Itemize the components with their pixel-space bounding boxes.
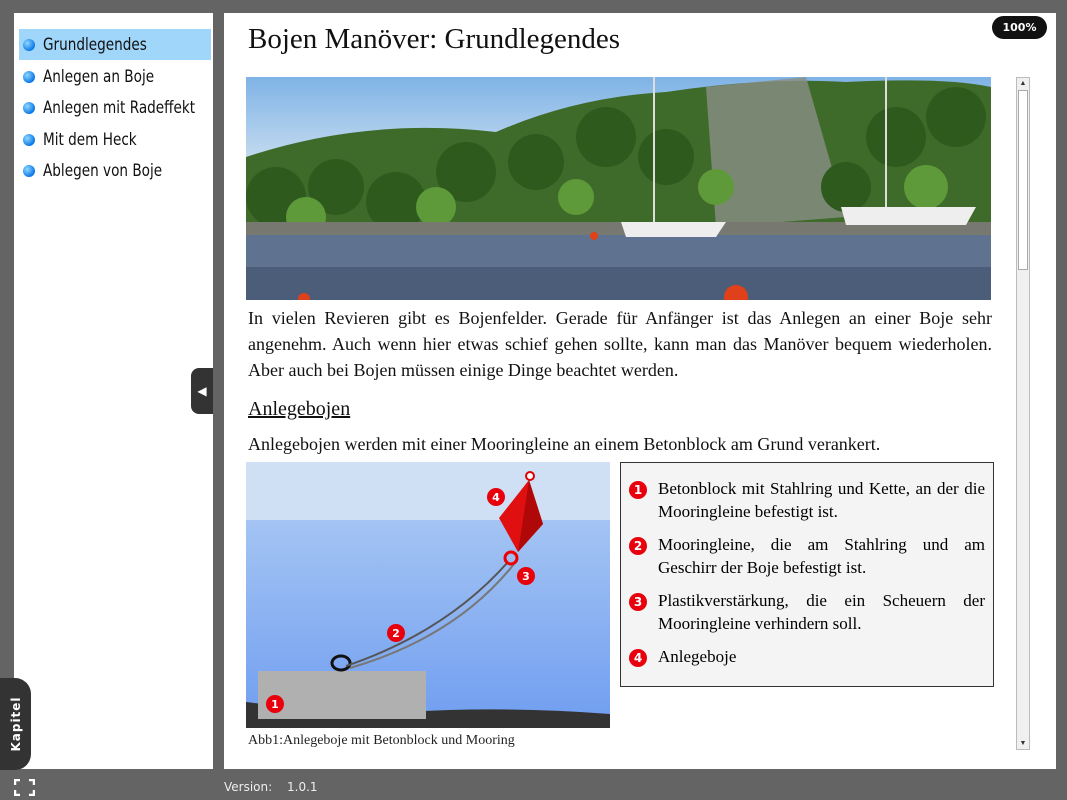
mooring-field-photo — [246, 77, 991, 300]
fullscreen-icon[interactable] — [14, 779, 35, 796]
kapitel-tab[interactable] — [0, 678, 31, 770]
legend-text: Mooringleine, die am Stahlring und am Geschirr der Boje befestigt ist. — [658, 535, 985, 577]
version-value: 1.0.1 — [287, 780, 318, 794]
legend-item — [629, 533, 985, 579]
section-heading: Anlegebojen — [248, 398, 351, 420]
legend-item — [629, 477, 985, 523]
scroll-down-icon[interactable]: ▼ — [1019, 739, 1027, 747]
bullet-icon — [23, 134, 35, 146]
collapse-sidebar-button[interactable] — [191, 368, 213, 414]
bullet-icon — [23, 102, 35, 114]
version-label: Version: — [224, 780, 273, 794]
sidebar-item-anlegen-an-boje[interactable]: Anlegen an Boje — [19, 61, 211, 92]
svg-text:1: 1 — [271, 698, 279, 711]
kapitel-label: Kapitel — [8, 696, 23, 752]
bullet-icon — [23, 71, 35, 83]
section-text: Anlegebojen werden mit einer Mooringleine an einem Betonblock am Grund verankert. — [248, 434, 881, 454]
sidebar-item-anlegen-mit-radeffekt[interactable]: Anlegen mit Radeffekt — [19, 92, 211, 123]
number-badge: 3 — [629, 593, 647, 611]
legend-item — [629, 645, 985, 668]
page-title: Bojen Manöver: Grundlegendes — [248, 23, 621, 55]
number-badge: 4 — [629, 649, 647, 667]
intro-paragraph: In vielen Revieren gibt es Bojenfelder. Gerade für Anfänger ist das Anlegen an einer Boje sehr angenehm. Auch wenn hier etwas schief gehen sollte, kann man das Manöver bequem wiederholen. Aber auch bei Bojen müssen einige Dinge beachtet werden. — [248, 308, 992, 380]
legend-text: Plastikverstärkung, die ein Scheuern der Mooringleine verhindern soll. — [658, 591, 985, 633]
legend-text: Betonblock mit Stahlring und Kette, an der die Mooringleine befestigt ist. — [658, 479, 985, 521]
footer-bar — [0, 770, 1067, 800]
zoom-badge[interactable]: 100% — [992, 16, 1047, 39]
scroll-up-icon[interactable]: ▲ — [1019, 79, 1027, 87]
triangle-left-icon: ◀ — [197, 383, 207, 398]
content-panel — [224, 13, 1056, 769]
sidebar-item-grundlegendes[interactable]: Grundlegendes — [19, 29, 211, 60]
legend-item — [629, 589, 985, 635]
svg-text:4: 4 — [492, 491, 500, 504]
article-body — [248, 305, 992, 457]
sidebar-item-ablegen-von-boje[interactable]: Ablegen von Boje — [19, 155, 211, 186]
svg-text:3: 3 — [522, 570, 530, 583]
svg-text:2: 2 — [392, 627, 400, 640]
figure-legend — [620, 462, 994, 687]
number-badge: 2 — [629, 537, 647, 555]
bullet-icon — [23, 39, 35, 51]
legend-text: Anlegeboje — [658, 647, 737, 666]
chapter-sidebar — [14, 13, 213, 769]
mooring-diagram — [246, 462, 610, 728]
bullet-icon — [23, 165, 35, 177]
number-badge: 1 — [629, 481, 647, 499]
scrollbar-thumb[interactable] — [1018, 90, 1028, 270]
figure-caption: Abb1:Anlegeboje mit Betonblock und Mooring — [248, 733, 515, 748]
sidebar-item-mit-dem-heck[interactable]: Mit dem Heck — [19, 124, 211, 155]
vertical-scrollbar[interactable] — [1016, 77, 1030, 750]
